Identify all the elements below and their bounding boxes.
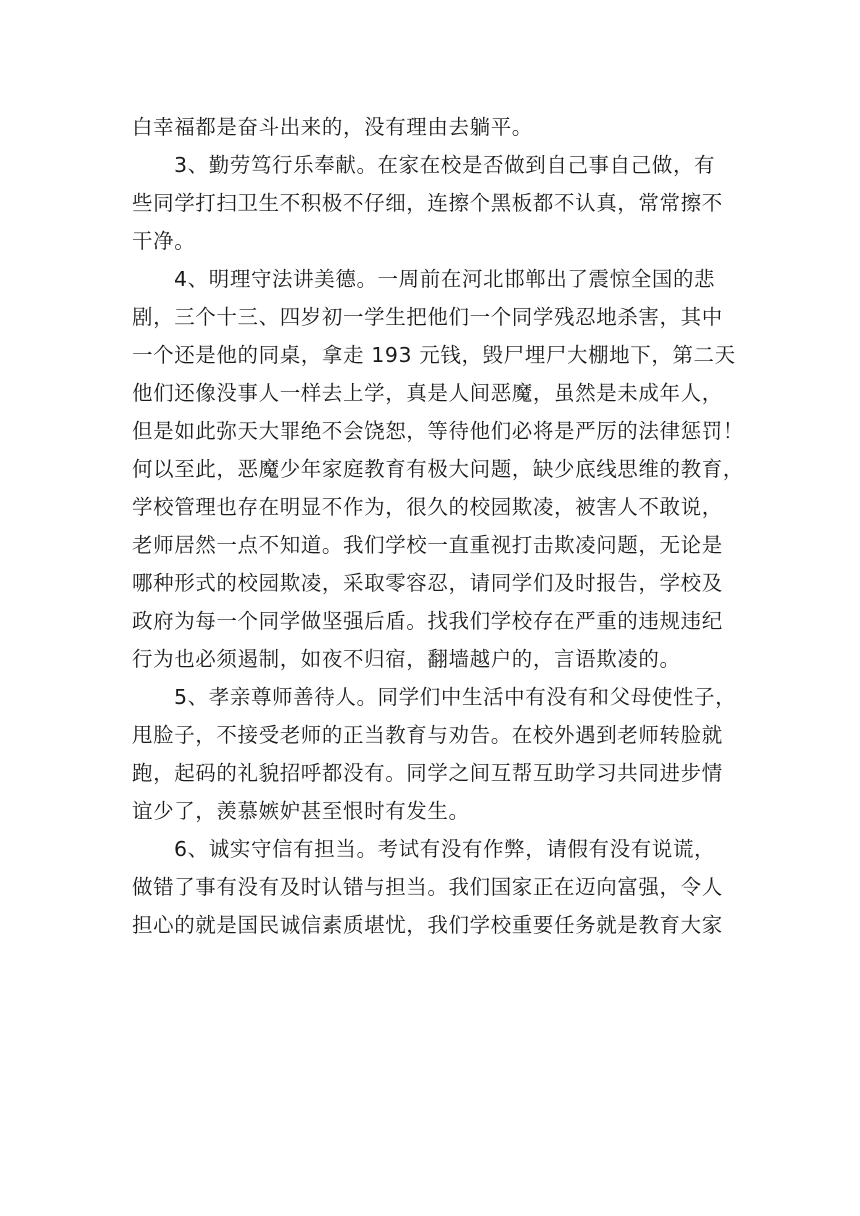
text-line: 一个还是他的同桌，拿走 193 元钱，毁尸埋尸大棚地下，第二天 <box>132 343 736 367</box>
paragraph-5-start: 5、孝亲尊师善待人。同学们中生活中有没有和父母使性子， <box>174 685 737 709</box>
body-text <box>132 108 744 944</box>
text-line: 甩脸子，不接受老师的正当教育与劝告。在校外遇到老师转脸就 <box>132 723 723 747</box>
text-line: 做错了事有没有及时认错与担当。我们国家正在迈向富强，令人 <box>132 875 723 899</box>
text-line: 干净。 <box>132 229 196 253</box>
text-line: 担心的就是国民诚信素质堪忧，我们学校重要任务就是教育大家 <box>132 913 723 937</box>
text-line: 哪种形式的校园欺凌，采取零容忍，请同学们及时报告，学校及 <box>132 571 723 595</box>
text-line: 何以至此，恶魔少年家庭教育有极大问题，缺少底线思维的教育， <box>132 457 744 481</box>
paragraph-4-start: 4、明理守法讲美德。一周前在河北邯郸出了震惊全国的悲 <box>174 267 716 291</box>
paragraph-3-start: 3、勤劳笃行乐奉献。在家在校是否做到自己事自己做，有 <box>174 153 716 177</box>
text-line: 但是如此弥天大罪绝不会饶恕，等待他们必将是严厉的法律惩罚！ <box>132 419 744 443</box>
text-line: 白幸福都是奋斗出来的，没有理由去躺平。 <box>132 115 533 139</box>
text-line: 剧，三个十三、四岁初一学生把他们一个同学残忍地杀害，其中 <box>132 305 723 329</box>
paragraph-6-start: 6、诚实守信有担当。考试有没有作弊，请假有没有说谎， <box>174 837 716 861</box>
text-line: 老师居然一点不知道。我们学校一直重视打击欺凌问题，无论是 <box>132 533 723 557</box>
text-line: 学校管理也存在明显不作为，很久的校园欺凌，被害人不敢说， <box>132 495 723 519</box>
text-line: 他们还像没事人一样去上学，真是人间恶魔，虽然是未成年人， <box>132 381 723 405</box>
text-line: 谊少了，羡慕嫉妒甚至恨时有发生。 <box>132 799 470 823</box>
text-line: 跑，起码的礼貌招呼都没有。同学之间互帮互助学习共同进步情 <box>132 761 723 785</box>
text-line: 政府为每一个同学做坚强后盾。找我们学校存在严重的违规违纪 <box>132 609 723 633</box>
text-line: 些同学打扫卫生不积极不仔细，连擦个黑板都不认真，常常擦不 <box>132 191 723 215</box>
text-line: 行为也必须遏制，如夜不归宿，翻墙越户的，言语欺凌的。 <box>132 647 681 671</box>
